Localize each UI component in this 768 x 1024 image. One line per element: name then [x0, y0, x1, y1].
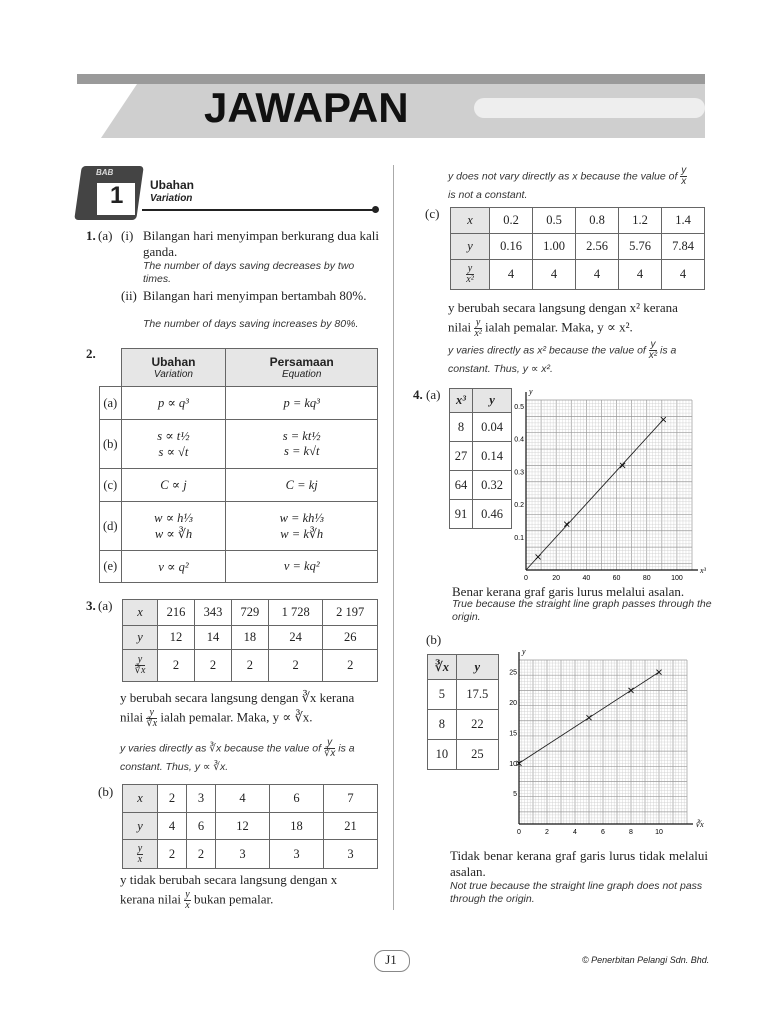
q3a-malay-line1: y berubah secara langsung dengan ∛x kerana	[120, 690, 355, 705]
q3b-y-cell: 6	[187, 813, 216, 840]
x-axis-label: ∛x	[695, 820, 704, 829]
q1-number: 1.	[86, 228, 96, 243]
header-top-line	[77, 74, 705, 84]
y-tick-label: 25	[509, 669, 517, 677]
q1-i-malay: Bilangan hari menyimpan berkurang dua kali ganda.	[143, 228, 379, 259]
q3a-x-cell: 216	[158, 600, 195, 626]
q2-table	[99, 348, 378, 583]
q4a-y-cell: 0.14	[473, 442, 512, 471]
x-tick-label: 0	[524, 575, 528, 582]
q3b-x-cell: 7	[324, 785, 378, 813]
q1-ii-english: The number of days saving increases by 80%.	[143, 318, 359, 330]
y-tick-label: 0.5	[514, 404, 524, 412]
q3c-ratio-cell: 4	[490, 260, 533, 290]
q4a-x-head: x³	[450, 389, 473, 413]
q3-part-a: (a)	[98, 598, 113, 613]
q4-part-a: (a)	[426, 387, 441, 402]
x-tick-label: 2	[545, 829, 549, 836]
q3b-ratio-cell: 2	[187, 840, 216, 869]
q4a-x-cell: 64	[450, 471, 473, 500]
q3a-x-head: x	[123, 600, 158, 626]
q3a-y-cell: 26	[323, 626, 378, 650]
q3b-y-cell: 21	[324, 813, 378, 840]
q3c-x-head: x	[451, 208, 490, 234]
q3c-table	[450, 207, 705, 290]
q2-variation-d: w ∝ h⅓ w ∝ ∛h	[121, 502, 226, 551]
q2-variation-b: s ∝ t½ s ∝ √t	[121, 420, 226, 469]
q4a-x-cell: 27	[450, 442, 473, 471]
q4a-y-cell: 0.32	[473, 471, 512, 500]
q1-i-label: (i)	[121, 228, 134, 243]
q4b-x-cell: 8	[428, 710, 457, 740]
q4b-y-cell: 17.5	[456, 680, 498, 710]
y-tick-label: 0.2	[514, 502, 524, 510]
q3a-x-cell: 1 728	[268, 600, 323, 626]
q3a-ratio-head: $\frac{y}{∛x}$	[123, 650, 158, 682]
page-number: J1	[385, 952, 397, 967]
q3c-x-cell: 1.4	[662, 208, 705, 234]
x-tick-label: 0	[517, 829, 521, 836]
x-tick-label: 10	[655, 829, 663, 836]
q4a-english: True because the straight line graph passes through the origin.	[452, 598, 712, 623]
x-tick-label: 8	[629, 829, 633, 836]
q4b-y-cell: 25	[456, 740, 498, 770]
q2-equation-c: C = kj	[226, 469, 378, 502]
q4-part-b: (b)	[426, 632, 442, 647]
q2-row-label: (d)	[100, 502, 122, 551]
q4a-malay: Benar kerana graf garis lurus melalui asalan.	[452, 584, 685, 599]
q3a-y-cell: 24	[268, 626, 323, 650]
q4-number: 4.	[413, 387, 423, 402]
q3-number: 3.	[86, 598, 96, 613]
q2-equation-e: v = kq²	[226, 551, 378, 583]
q4a-y-cell: 0.04	[473, 413, 512, 442]
chapter-subtitle: Variation	[150, 193, 193, 204]
q3b-x-head: x	[123, 785, 158, 813]
header-pill	[474, 98, 705, 118]
q4b-x-cell: 5	[428, 680, 457, 710]
q2-row-label: (c)	[100, 469, 122, 502]
q1-ii-malay: Bilangan hari menyimpan bertambah 80%.	[143, 288, 367, 303]
q3b-x-cell: 6	[270, 785, 324, 813]
q3b-ratio-cell: 2	[158, 840, 187, 869]
q3a-y-head: y	[123, 626, 158, 650]
chapter-rule	[142, 209, 374, 211]
q4a-y-cell: 0.46	[473, 500, 512, 529]
q4a-y-head: y	[473, 389, 512, 413]
q2-equation-d: w = kh⅓ w = k∛h	[226, 502, 378, 551]
q4b-graph	[505, 646, 710, 838]
q3a-ratio-cell: 2	[268, 650, 323, 682]
q3a-ratio-cell: 2	[323, 650, 378, 682]
q4a-x-cell: 8	[450, 413, 473, 442]
q2-header-variation: Ubahan Variation	[121, 349, 226, 387]
q4a-graph	[510, 387, 710, 582]
q3c-ratio-cell: 4	[662, 260, 705, 290]
q3b-x-cell: 3	[187, 785, 216, 813]
q3a-x-cell: 729	[231, 600, 268, 626]
q3b-x-cell: 4	[216, 785, 270, 813]
y-tick-label: 0.1	[514, 534, 524, 542]
q2-row-label: (a)	[100, 387, 122, 420]
q4b-y-cell: 22	[456, 710, 498, 740]
q3b-ratio-head: $\frac{y}{x}$	[123, 840, 158, 869]
column-divider	[393, 165, 394, 910]
q2-equation-a: p = kq³	[226, 387, 378, 420]
q2-row-label: (e)	[100, 551, 122, 583]
x-tick-label: 20	[552, 575, 561, 582]
q3c-y-cell: 5.76	[619, 234, 662, 260]
publisher-credit: © Penerbitan Pelangi Sdn. Bhd.	[582, 955, 710, 965]
q3b-ratio-cell: 3	[216, 840, 270, 869]
x-axis-label: x³	[700, 566, 706, 575]
q3-part-c: (c)	[425, 206, 440, 221]
y-axis-label: y	[522, 647, 526, 656]
q3b-malay-line2: kerana nilai $\frac{y}{x}$ bukan pemalar.	[120, 889, 274, 911]
chapter-number: 1	[110, 182, 124, 209]
q4a-table	[449, 388, 512, 529]
q4b-x-cell: 10	[428, 740, 457, 770]
q3c-malay-line2: nilai $\frac{y}{\text{x²}}$ ialah pemalar. Maka, y ∝ x².	[448, 317, 633, 339]
q2-variation-a: p ∝ q³	[121, 387, 226, 420]
q1-ii-label: (ii)	[121, 288, 137, 303]
q3c-y-cell: 2.56	[576, 234, 619, 260]
q3b-english: y does not vary directly as x because the value of $\frac{y}{x}$ is not a constant.	[448, 165, 687, 201]
q3c-y-cell: 7.84	[662, 234, 705, 260]
q4b-malay: Tidak benar kerana graf garis lurus tidak melalui asalan.	[450, 848, 708, 879]
q3c-ratio-cell: 4	[576, 260, 619, 290]
chapter-rule-dot	[372, 206, 379, 213]
q3a-ratio-cell: 2	[231, 650, 268, 682]
q3c-x-cell: 0.2	[490, 208, 533, 234]
q2-number: 2.	[86, 346, 96, 361]
q2-variation-c: C ∝ j	[121, 469, 226, 502]
q3c-y-head: y	[451, 234, 490, 260]
q3a-malay-line2: nilai $\frac{y}{∛x}$ ialah pemalar. Maka, y ∝ ∛x.	[120, 707, 313, 729]
q1-part-a: (a)	[98, 228, 113, 243]
y-tick-label: 5	[513, 791, 517, 799]
q4b-english: Not true because the straight line graph does not pass through the origin.	[450, 880, 703, 905]
q3a-ratio-cell: 2	[158, 650, 195, 682]
q3c-ratio-head: $\frac{y}{\text{x²}}$	[451, 260, 490, 290]
q4b-x-head: ∛x	[428, 655, 457, 680]
q3b-ratio-cell: 3	[324, 840, 378, 869]
q2-equation-b: s = kt½ s = k√t	[226, 420, 378, 469]
q3b-x-cell: 2	[158, 785, 187, 813]
q2-header-equation: Persamaan Equation	[226, 349, 378, 387]
q3c-english: y varies directly as x² because the value of $\frac{y}{\text{x²}}$ is a constant. Thus, y ∝ x².	[448, 339, 677, 375]
q3c-y-cell: 0.16	[490, 234, 533, 260]
q3-part-b: (b)	[98, 784, 114, 799]
q3a-table	[122, 599, 378, 682]
q3a-x-cell: 2 197	[323, 600, 378, 626]
q3a-ratio-cell: 2	[194, 650, 231, 682]
y-axis-label: y	[529, 387, 533, 396]
q4b-y-head: y	[456, 655, 498, 680]
q3c-ratio-cell: 4	[533, 260, 576, 290]
q4b-table	[427, 654, 499, 770]
y-tick-label: 20	[509, 700, 517, 708]
x-tick-label: 100	[671, 575, 683, 582]
q3c-x-cell: 0.5	[533, 208, 576, 234]
y-tick-label: 0.3	[514, 469, 524, 477]
chapter-title: Ubahan	[150, 178, 195, 192]
y-tick-label: 10	[509, 760, 517, 768]
q3b-y-cell: 4	[158, 813, 187, 840]
x-tick-label: 6	[601, 829, 605, 836]
q4a-x-cell: 91	[450, 500, 473, 529]
q3c-x-cell: 0.8	[576, 208, 619, 234]
q3a-y-cell: 14	[194, 626, 231, 650]
q1-i-english: The number of days saving decreases by two times.	[143, 260, 355, 285]
y-tick-label: 0.4	[514, 436, 524, 444]
q3c-x-cell: 1.2	[619, 208, 662, 234]
q2-variation-e: v ∝ q²	[121, 551, 226, 583]
q3a-x-cell: 343	[194, 600, 231, 626]
q3b-y-cell: 12	[216, 813, 270, 840]
q2-row-label: (b)	[100, 420, 122, 469]
x-tick-label: 60	[612, 575, 621, 582]
q3a-y-cell: 18	[231, 626, 268, 650]
q2-corner	[100, 349, 122, 387]
chapter-badge-label: BAB	[96, 168, 114, 177]
page-title: JAWAPAN	[204, 84, 409, 131]
q3b-ratio-cell: 3	[270, 840, 324, 869]
q3b-y-head: y	[123, 813, 158, 840]
y-tick-label: 15	[509, 730, 517, 738]
q3c-y-cell: 1.00	[533, 234, 576, 260]
q3a-y-cell: 12	[158, 626, 195, 650]
q3b-malay-line1: y tidak berubah secara langsung dengan x	[120, 872, 338, 887]
q3b-table	[122, 784, 378, 869]
x-tick-label: 80	[642, 575, 651, 582]
q3c-malay-line1: y berubah secara langsung dengan x² kerana	[448, 300, 678, 315]
q3c-ratio-cell: 4	[619, 260, 662, 290]
q3a-english: y varies directly as ∛x because the value of $\frac{y}{∛x}$ is a constant. Thus, y ∝ ∛x.	[120, 737, 355, 773]
x-tick-label: 4	[573, 829, 577, 836]
x-tick-label: 40	[582, 575, 591, 582]
q3b-y-cell: 18	[270, 813, 324, 840]
